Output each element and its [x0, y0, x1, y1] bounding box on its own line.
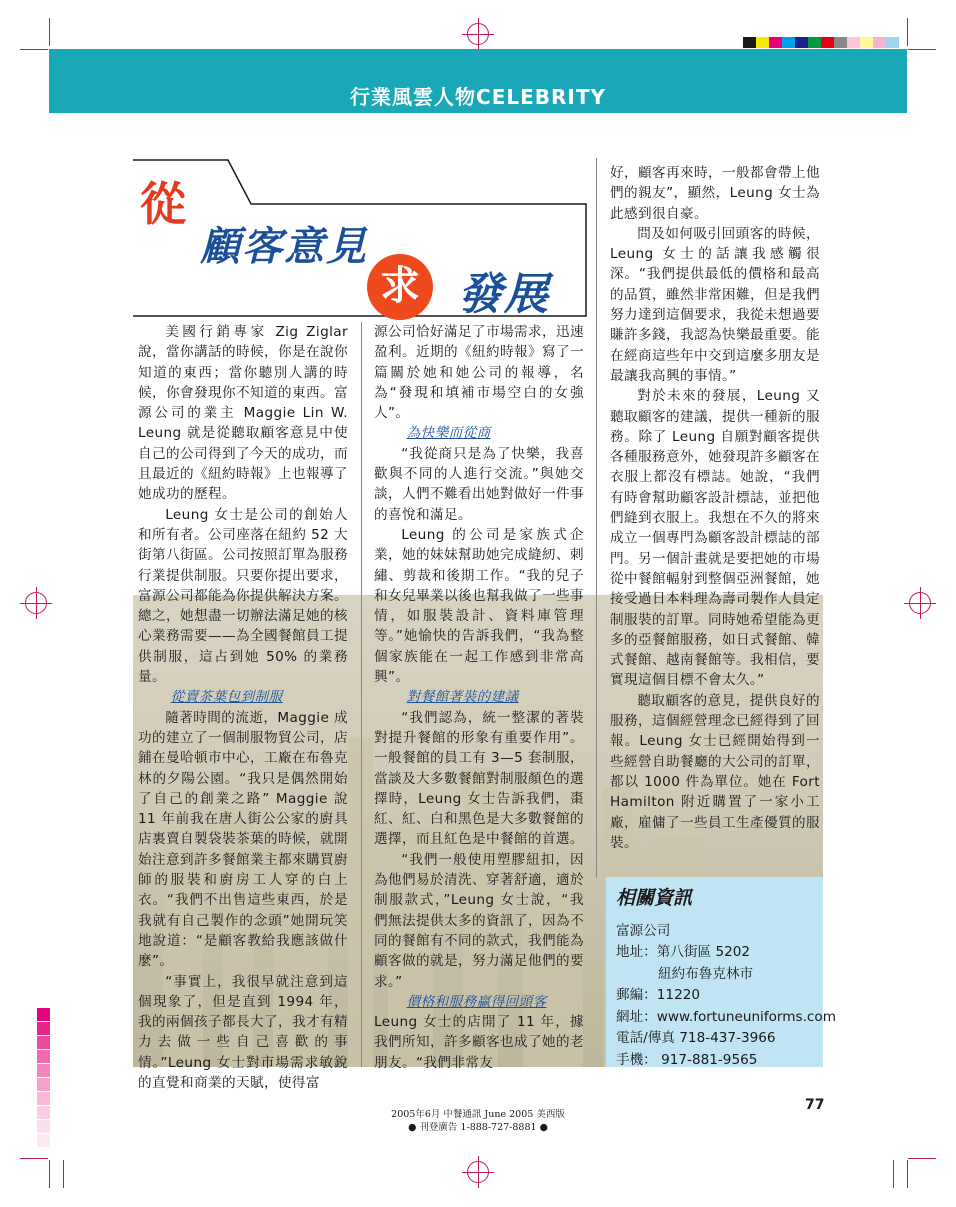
info-box-title: 相關資訊	[616, 887, 693, 909]
paragraph: Leung 女士的店開了 11 年，據我們所知，許多顧客也成了她的老朋友。“我們非常友	[374, 1014, 584, 1071]
info-mobile: 手機： 917-881-9565	[616, 1052, 758, 1068]
info-address: 地址：第八街區 5202	[616, 944, 751, 960]
headline-seek-badge: 求	[367, 254, 433, 320]
paragraph: “事實上，我很早就注意到這個現象了，但是直到 1994 年，我的兩個孩子都長大了，我才有精力去做一些自己喜歡的事情。”Leung 女士對市場需求敏銳的直覺和商業的天賦，使得富	[138, 973, 348, 1091]
registration-mark-icon	[909, 592, 931, 614]
article-column-2	[374, 322, 584, 1073]
crop-mark	[49, 1160, 50, 1188]
crop-mark	[63, 1160, 64, 1188]
registration-mark-icon	[25, 592, 47, 614]
article-column-3	[610, 163, 820, 853]
paragraph: Leung 的公司是家族式企業，她的妹妹幫助她完成縫紉、刺繡、剪裁和後期工作。“我的兒子和女兒畢業以後也幫我做了一些事情，如服裝設計、資料庫管理等。”她愉快的告訴我們，“我為整個家族能在一起工作感到非常高興”。	[374, 526, 584, 686]
info-phone-fax: 電話/傳真 718-437-3966	[616, 1030, 776, 1046]
paragraph: 對於未來的發展，Leung 又聽取顧客的建議，提供一種新的服務。除了 Leung 自願對顧客提供各種服務意外，她發現許多顧客在衣服上都沒有標誌。她說，“我們有時會幫助顧客設計標誌，並把他們縫到衣服上。我想在不久的將來成立一個專門為顧客設計標誌的部門。另一個計畫就是要把她的市場從中餐館輻射到整個亞洲餐館，她接受過日本料理為壽司製作人員定制服裝的訂單。同時她希望能為更多的亞餐館服務，如日式餐館、韓式餐館、越南餐館等。我相信，要實現這個目標不會太久。”	[610, 388, 820, 689]
paragraph: 源公司恰好滿足了市場需求，迅速盈利。近期的《紐約時報》寫了一篇關於她和她公司的報導，名為“發現和填補市場空白的女強人”。	[374, 324, 584, 422]
info-zip: 郵編：11220	[616, 987, 701, 1003]
registration-mark-icon	[467, 1161, 489, 1183]
crop-mark	[908, 49, 936, 50]
crop-mark	[907, 1160, 908, 1188]
crop-mark	[893, 1160, 894, 1188]
registration-mark-icon	[467, 23, 489, 45]
paragraph: 問及如何吸引回頭客的時候，Leung 女士的話讓我感觸很深。“我們提供最低的價格和最高的品質，雖然非常困難，但是我們努力達到這個要求，我從未想過要賺許多錢，我認為快樂最重要。能在經商這些年中交到這麼多朋友是最讓我高興的事情。”	[610, 225, 820, 384]
subheading: 對餐館著裝的建議	[406, 689, 519, 706]
footer-advert-line: ● 刊登廣告 1-888-727-8881 ●	[408, 1122, 548, 1133]
section-title: 行業風雲人物CELEBRITY	[350, 85, 606, 109]
paragraph: 好，顧客再來時，一般都會帶上他們的親友”，顯然，Leung 女士為此感到很自豪。	[610, 165, 820, 222]
crop-mark	[907, 18, 908, 46]
paragraph: 聽取顧客的意見，提供良好的服務，這個經營理念已經得到了回報。Leung 女士已經開始得到一些經營自助餐廳的大公司的訂單，都以 1000 件為單位。她在 Fort Hamilton 附近購置了一家小工廠，雇傭了一些員工生產優質的服裝。	[610, 692, 820, 851]
info-website: 網址：www.fortuneuniforms.com	[616, 1009, 836, 1025]
headline-customer-opinion: 顧客意見	[200, 223, 368, 270]
paragraph: Leung 女士是公司的創始人和所有者。公司座落在紐約 52 大街第八街區。公司按照訂單為服務行業提供制服。只要你提出要求，富源公司都能為你提供解決方案。總之，她想盡一切辦法滿足她的核心業務需要——為全國餐館員工提供制服，這占到她 50% 的業務量。	[138, 506, 348, 686]
info-company: 富源公司	[616, 923, 671, 939]
paragraph: “我從商只是為了快樂，我喜歡與不同的人進行交流。”與她交談，人們不難看出她對做好一件事的喜悅和滿足。	[374, 445, 584, 523]
footer-issue-line: 2005年6月 中餐通訊 June 2005 美西版	[391, 1109, 565, 1120]
crop-mark	[49, 18, 50, 46]
headline-development: 發展	[458, 269, 550, 320]
article-column-1	[138, 322, 348, 1093]
paragraph: “我們一般使用塑膠紐扣，因為他們易於清洗、穿著舒適，適於制服款式，”Leung 女士說，“我們無法提供太多的資訊了，因為不同的餐館有不同的款式，我們能為顧客做的就是，努力滿足他們的要求。”	[374, 851, 584, 990]
info-address-city: 紐約布魯克林市	[658, 966, 754, 982]
paragraph: 隨著時間的流逝，Maggie 成功的建立了一個制服物貿公司，店鋪在曼哈頓市中心，工廠在布魯克林的夕陽公園。“我只是偶然開始了自己的創業之路” Maggie 說 11 年前我在唐人街公公家的廚具店裏賣自製袋裝茶葉的時候，就開始注意到許多餐館業主都來購買廚師的服裝和廚房工人穿的白上衣。“我們不出售這些東西，於是我就有自己製作的念頭”她開玩笑地說道：“是顧客教給我應該做什麼”。	[138, 709, 348, 970]
column-divider	[361, 322, 362, 1067]
paragraph: “我們認為，統一整潔的著裝對提升餐館的形象有重要作用”。一般餐館的員工有 3—5 套制服，當談及大多數餐館對制服顏色的選擇時，Leung 女士告訴我們，棗紅、紅、白和黑色是大多數餐館的選擇，而且紅色是中餐館的首選。	[374, 709, 584, 848]
column-divider	[596, 158, 597, 878]
crop-mark	[20, 1158, 48, 1159]
subheading: 從賣茶葉包到制服	[170, 689, 283, 706]
subheading: 價格和服務贏得回頭客	[406, 993, 547, 1010]
crop-mark	[908, 1158, 936, 1159]
color-calibration-bar	[743, 37, 899, 48]
headline-char-from: 從	[140, 177, 186, 231]
crop-mark	[20, 49, 48, 50]
subheading: 為快樂而從商	[406, 425, 491, 442]
page-number: 77	[805, 1097, 825, 1113]
paragraph: 美國行銷專家 Zig Ziglar 說，當你講話的時候，你是在說你知道的東西；當你聽別人講的時候，你會發現你不知道的東西。富源公司的業主 Maggie Lin W. Leung 就是從聽取顧客意見中使自己的公司得到了今天的成功，而且最近的《紐約時報》上也報導了她成功的歷程。	[138, 324, 348, 503]
